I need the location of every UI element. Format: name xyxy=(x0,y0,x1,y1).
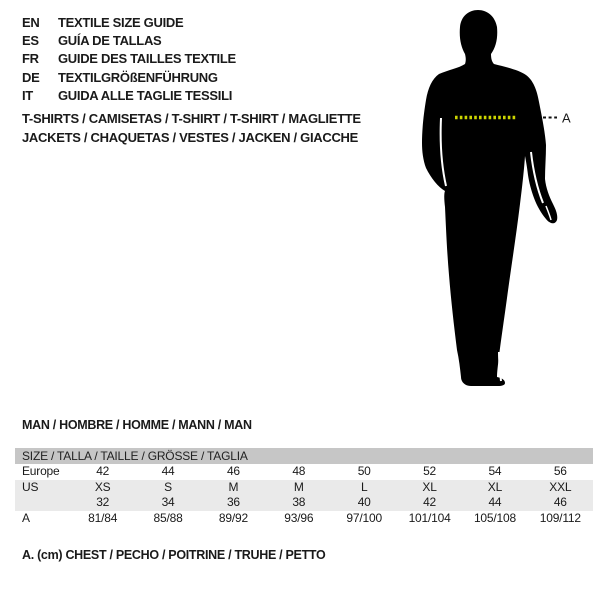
size-value: L xyxy=(360,479,368,494)
table-row-chest xyxy=(15,511,593,527)
lang-label-it: GUIDA ALLE TAGLIE TESSILI xyxy=(58,88,233,104)
size-value: M xyxy=(293,479,304,494)
table-row-numeric xyxy=(15,495,593,511)
man-silhouette xyxy=(422,10,557,386)
size-value: 46 xyxy=(226,464,240,478)
lang-code-it: IT xyxy=(22,88,33,104)
size-value: 36 xyxy=(226,495,240,510)
size-value: 46 xyxy=(553,495,567,510)
size-value: 54 xyxy=(488,464,502,478)
lang-code-de: DE xyxy=(22,69,40,85)
size-value: XS xyxy=(94,479,111,494)
size-value: 42 xyxy=(96,464,110,478)
size-value: 32 xyxy=(96,495,110,510)
lang-label-en: TEXTILE SIZE GUIDE xyxy=(58,14,184,30)
size-value: 89/92 xyxy=(218,510,248,525)
size-value: 85/88 xyxy=(153,510,183,525)
lang-code-fr: FR xyxy=(22,51,39,67)
size-value: XXL xyxy=(549,479,572,494)
row-label: A xyxy=(22,510,30,525)
lang-row-fr xyxy=(22,50,236,68)
measurement-footnote: A. (cm) CHEST / PECHO / POITRINE / TRUHE / PETTO xyxy=(22,548,326,562)
size-value: 40 xyxy=(357,495,371,510)
size-value: S xyxy=(164,479,172,494)
size-value: 38 xyxy=(292,495,306,510)
size-value: 101/104 xyxy=(408,510,451,525)
size-value: 109/112 xyxy=(539,510,581,525)
size-value: XL xyxy=(422,479,437,494)
size-value: M xyxy=(228,479,239,494)
foot-gap xyxy=(499,352,501,381)
table-row-europe xyxy=(15,464,593,480)
measurement-label-a: A xyxy=(562,110,571,126)
size-value: 52 xyxy=(423,464,437,478)
lang-label-de: TEXTILGRÖßENFÜHRUNG xyxy=(58,69,218,85)
size-value: 56 xyxy=(553,464,567,478)
size-value: 44 xyxy=(488,495,502,510)
lang-label-es: GUÍA DE TALLAS xyxy=(58,33,162,49)
row-label: US xyxy=(22,479,39,494)
size-value: XL xyxy=(487,479,503,494)
size-value: 97/100 xyxy=(346,510,382,525)
lang-label-fr: GUIDE DES TAILLES TEXTILE xyxy=(58,51,236,67)
lang-code-es: ES xyxy=(22,33,39,49)
lang-row-de xyxy=(22,68,236,86)
size-value: 81/84 xyxy=(88,510,118,525)
size-table-header: SIZE / TALLA / TAILLE / GRÖSSE / TAGLIA xyxy=(15,448,593,464)
size-value: 44 xyxy=(161,464,175,478)
row-label xyxy=(15,495,70,511)
size-value: 50 xyxy=(357,464,371,478)
lang-code-en: EN xyxy=(22,14,40,30)
lang-row-en xyxy=(22,13,236,31)
man-figure xyxy=(395,0,600,400)
garment-categories xyxy=(22,109,361,147)
size-value: 105/108 xyxy=(473,510,516,525)
size-value: 93/96 xyxy=(284,510,314,525)
table-row-us xyxy=(15,480,593,496)
row-label: Europe xyxy=(22,464,60,478)
lang-row-es xyxy=(22,31,236,49)
size-value: 48 xyxy=(292,464,306,478)
language-list xyxy=(22,13,236,105)
section-title-man: MAN / HOMBRE / HOMME / MANN / MAN xyxy=(22,418,252,432)
category-tshirts: T-SHIRTS / CAMISETAS / T-SHIRT / T-SHIRT / MAGLIETTE xyxy=(22,111,361,126)
size-table xyxy=(15,448,593,526)
man-silhouette-svg xyxy=(395,0,600,400)
size-value: 42 xyxy=(423,495,437,510)
lang-row-it xyxy=(22,87,236,105)
size-value: 34 xyxy=(161,495,175,510)
category-jackets: JACKETS / CHAQUETAS / VESTES / JACKEN / GIACCHE xyxy=(22,130,358,145)
